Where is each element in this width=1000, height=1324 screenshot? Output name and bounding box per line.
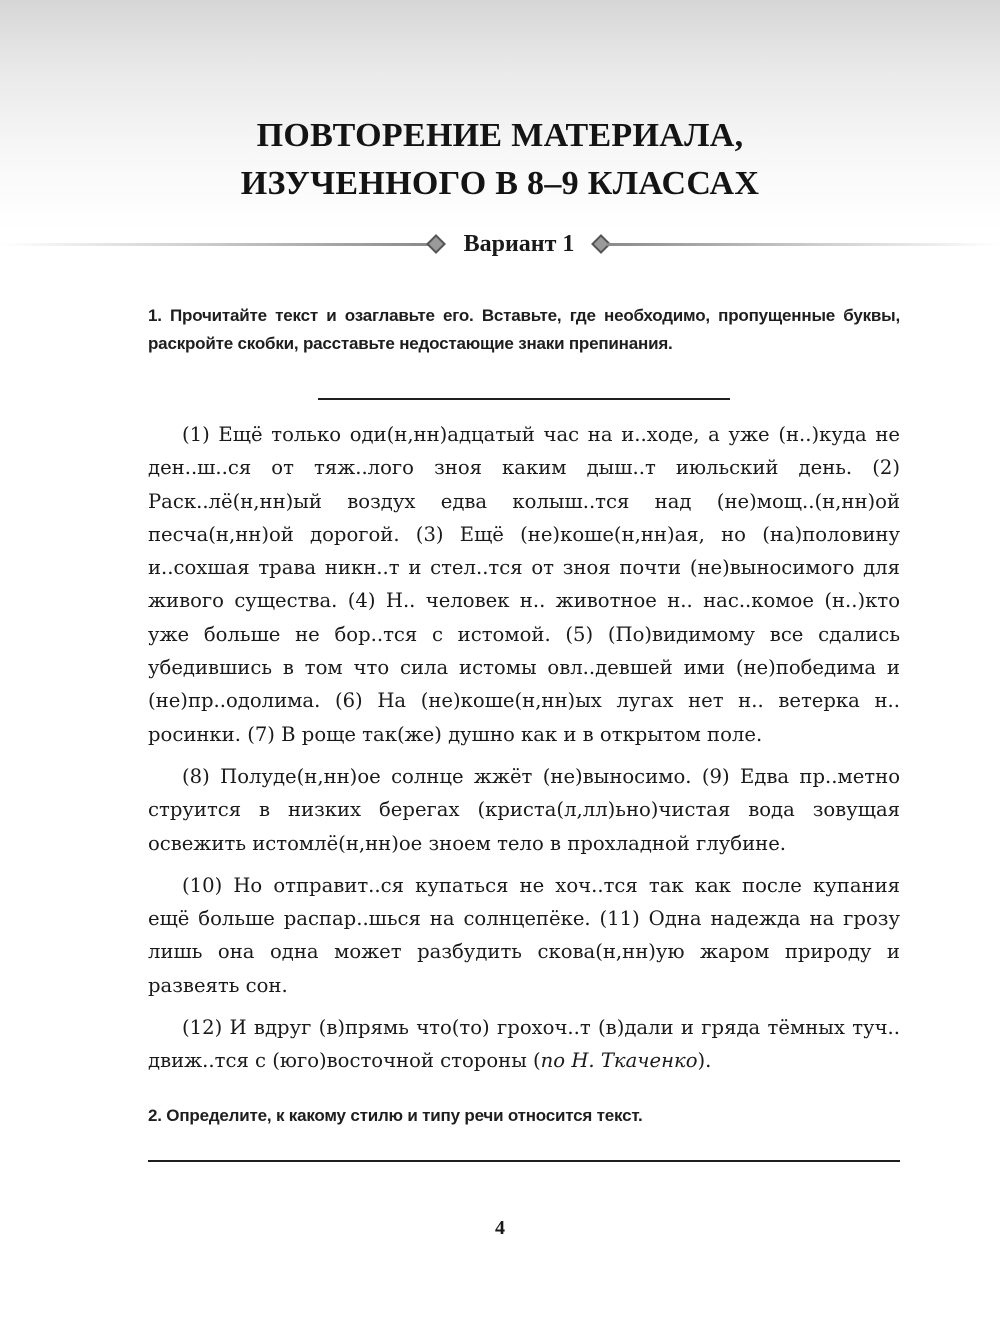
answer-line-title — [318, 398, 730, 400]
text-paragraph-last-body: (12) И вдруг (в)прямь что(то) грохоч..т (в)дали и гряда тёмных туч.. движ..тся с (юго)восточной стороны ( — [148, 1016, 900, 1073]
task-2-instructions: 2. Определите, к какому стилю и типу речи относится текст. — [148, 1106, 643, 1125]
text-paragraph: (10) Но отправит..ся купаться не хоч..тся так как после купания ещё больше распар..шься на солнцепёке. (11) Одна надежда на грозу лишь она одна может разбудить скова(н,нн)ую жаром природу и развеять сон. — [148, 873, 900, 997]
exercise-text — [148, 418, 900, 1078]
text-paragraph: (1) Ещё только оди(н,нн)адцатый час на и..ходе, а уже (н..)куда не ден..ш..ся от тяж..лого зноя каким дыш..т июльский день. (2) Раск..лё(н,нн)ый воздух едва колыш..тся над (не)мощ..(н,нн)ой песча(н,нн)ой дорогой. (3) Ещё (не)коше(н,нн)ая, но (на)половину и..сохшая трава никн..т и стел..тся от зноя почти (не)выносимого для живого существа. (4) Н.. человек н.. животное н.. нас..комое (н..)кто уже больше не бор..тся с истомой. (5) (По)видимому все сдались убедившись в том что сила истомы овл..девшей ими (не)победима и (не)пр..одолима. (6) На (не)коше(н,нн)ых лугах нет н.. ветерка н.. росинки. (7) В роще так(же) душно как и в открытом поле. — [148, 423, 900, 746]
variant-divider-left — [0, 243, 430, 246]
page-number: 4 — [495, 1217, 505, 1239]
task-1-instructions: 1. Прочитайте текст и озаглавьте его. Вставьте, где необходимо, пропущенные буквы, раскройте скобки, расставьте недостающие знаки препинания. — [148, 306, 900, 353]
variant-divider-right — [607, 243, 1000, 246]
page-title — [0, 112, 1000, 208]
variant-label: Вариант 1 — [463, 231, 575, 257]
variant-header — [0, 224, 1000, 264]
page-title-line-1: ПОВТОРЕНИЕ МАТЕРИАЛА, — [256, 117, 744, 154]
text-author: по Н. Ткаченко — [540, 1049, 698, 1073]
page-title-line-2: ИЗУЧЕННОГО В 8–9 КЛАССАХ — [240, 165, 760, 202]
text-paragraph-last-end: ). — [697, 1049, 712, 1073]
answer-line-task-2 — [148, 1160, 900, 1162]
diamond-ornament-icon — [426, 234, 446, 254]
text-paragraph-last — [148, 1011, 900, 1078]
text-paragraph: (8) Полуде(н,нн)ое солнце жжёт (не)выносимо. (9) Едва пр..метно струится в низких берегах (криста(л,лл)ьно)чистая вода зовущая освежить истомлё(н,нн)ое зноем тело в прохладной глубине. — [148, 764, 900, 855]
